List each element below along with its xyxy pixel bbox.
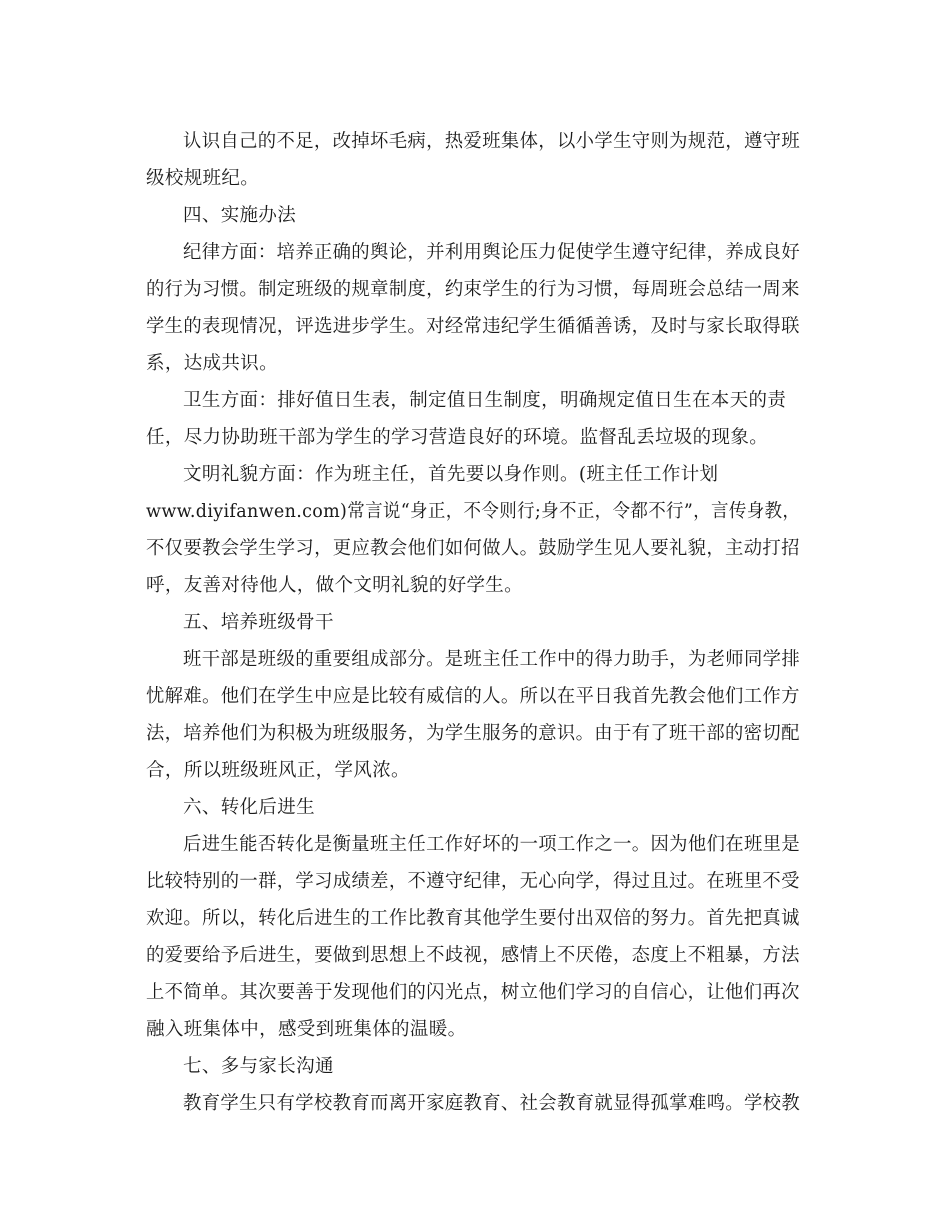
paragraph-line: 认识自己的不足，改掉坏毛病，热爱班集体，以小学生守则为规范，遵守班 xyxy=(183,131,801,152)
paragraph-line: www.diyifanwen.com)常言说“身正，不令则行;身不正，令都不行”，言传身教， xyxy=(146,501,801,522)
paragraph-line: 级校规班纪。 xyxy=(146,168,260,189)
paragraph-line: 任，尽力协助班干部为学生的学习营造良好的环境。监督乱丢垃圾的现象。 xyxy=(146,427,769,448)
paragraph-line: 合，所以班级班风正，学风浓。 xyxy=(146,760,410,781)
paragraph-line: 文明礼貌方面：作为班主任，首先要以身作则。(班主任工作计划 xyxy=(183,464,719,485)
paragraph-line: 比较特别的一群，学习成绩差，不遵守纪律，无心向学，得过且过。在班里不受 xyxy=(146,871,800,892)
section-heading: 六、转化后进生 xyxy=(183,797,315,818)
section-heading: 五、培养班级骨干 xyxy=(183,612,334,633)
paragraph-line: 卫生方面：排好值日生表，制定值日生制度，明确规定值日生在本天的责 xyxy=(183,390,787,411)
paragraph-line: 融入班集体中，感受到班集体的温暖。 xyxy=(146,1019,467,1040)
paragraph-line: 上不简单。其次要善于发现他们的闪光点，树立他们学习的自信心，让他们再次 xyxy=(146,982,800,1003)
paragraph-line: 欢迎。所以，转化后进生的工作比教育其他学生要付出双倍的努力。首先把真诚 xyxy=(146,908,800,929)
paragraph-line: 不仅要教会学生学习，更应教会他们如何做人。鼓励学生见人要礼貌，主动打招 xyxy=(146,538,800,559)
paragraph-line: 呼，友善对待他人，做个文明礼貌的好学生。 xyxy=(146,575,524,596)
paragraph-line: 后进生能否转化是衡量班主任工作好坏的一项工作之一。因为他们在班里是 xyxy=(183,834,801,855)
paragraph-line: 的爱要给予后进生，要做到思想上不歧视，感情上不厌倦，态度上不粗暴，方法 xyxy=(146,945,800,966)
section-heading: 七、多与家长沟通 xyxy=(183,1056,334,1077)
paragraph-line: 系，达成共识。 xyxy=(146,353,278,374)
paragraph-line: 忧解难。他们在学生中应是比较有威信的人。所以在平日我首先教会他们工作方 xyxy=(146,686,800,707)
paragraph-line: 教育学生只有学校教育而离开家庭教育、社会教育就显得孤掌难鸣。学校教 xyxy=(183,1093,801,1114)
paragraph-line: 法，培养他们为积极为班级服务，为学生服务的意识。由于有了班干部的密切配 xyxy=(146,723,800,744)
paragraph-line: 班干部是班级的重要组成部分。是班主任工作中的得力助手，为老师同学排 xyxy=(183,649,801,670)
section-heading: 四、实施办法 xyxy=(183,205,297,226)
paragraph-line: 学生的表现情况，评选进步学生。对经常违纪学生循循善诱，及时与家长取得联 xyxy=(146,316,800,337)
paragraph-line: 的行为习惯。制定班级的规章制度，约束学生的行为习惯，每周班会总结一周来 xyxy=(146,279,800,300)
paragraph-line: 纪律方面：培养正确的舆论，并利用舆论压力促使学生遵守纪律，养成良好 xyxy=(183,242,801,263)
